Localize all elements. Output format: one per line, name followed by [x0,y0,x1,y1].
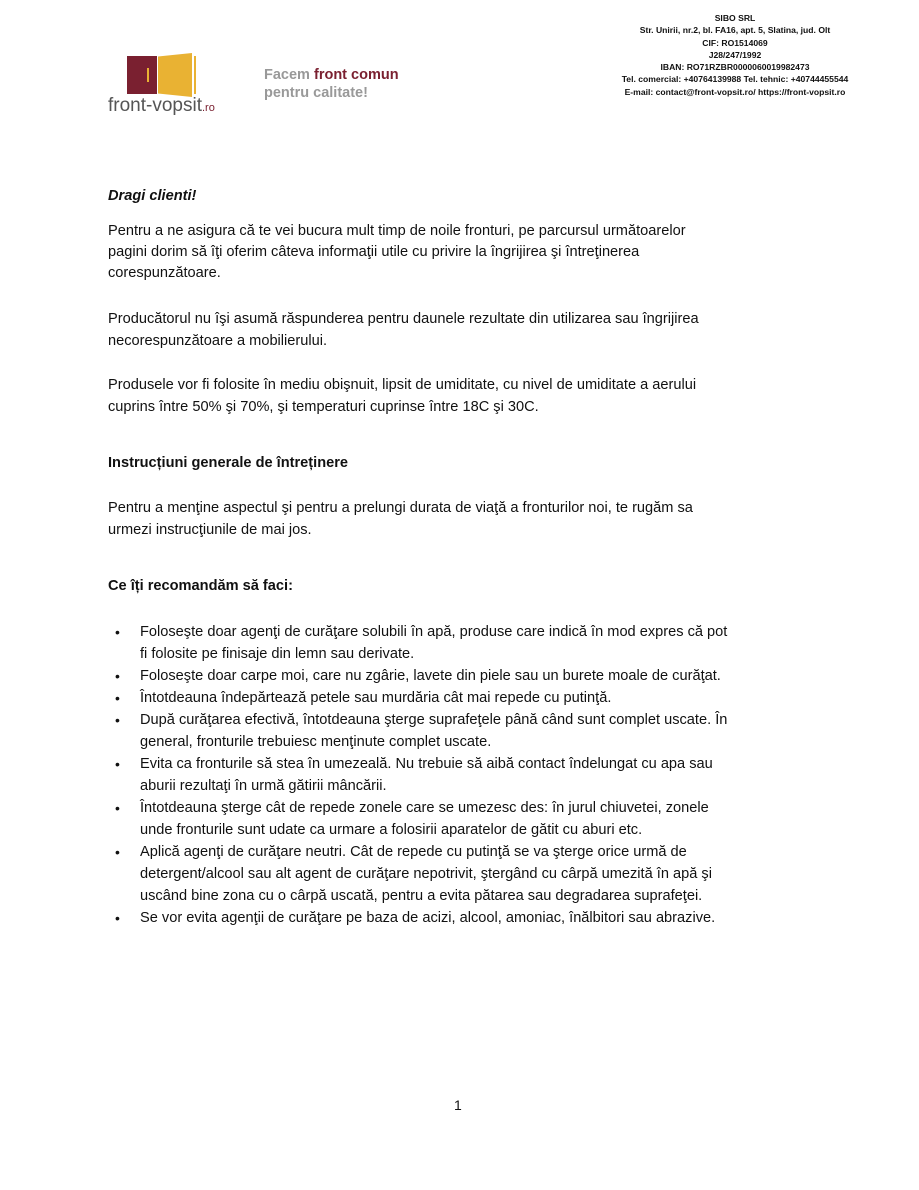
list-item-line: aburii rezultaţi în urmă gătirii mâncării. [140,778,387,794]
list-item-line: Se vor evita agenţii de curăţare pe baza de acizi, alcool, amoniac, înălbitori sau abrazive. [140,910,716,926]
section-heading: Instrucțiuni generale de întreținere [108,455,349,471]
company-info-line: IBAN: RO71RZBR0000060019982473 [660,62,810,73]
list-item-line: Întotdeauna şterge cât de repede zonele care se umezesc des: în jurul chiuvetei, zonele [140,800,709,816]
bullet-icon: • [115,712,120,728]
bullet-icon: • [115,624,120,640]
company-info-line: J28/247/1992 [708,49,762,60]
slogan: Facem front comun pentru calitate! [264,67,399,101]
list-item-line: Evita ca fronturile să stea în umezeală. Nu trebuie să aibă contact îndelungat cu apa sau [140,756,713,772]
section-heading: Ce îți recomandăm să faci: [108,578,293,594]
text-line: Producătorul nu îşi asumă răspunderea pentru daunele rezultate din utilizarea sau îngrijirea [108,311,699,327]
list-item-line: uscând bine zona cu o cârpă uscată, pentru a evita pătarea sau degradarea suprafeţei. [140,888,703,904]
list-item-line: Foloseşte doar carpe moi, care nu zgârie, lavete din piele sau un burete moale de curăţat. [140,668,721,684]
company-info-line: Tel. comercial: +40764139988 Tel. tehnic: +40744455544 [621,74,849,85]
list-item-line: Aplică agenţi de curăţare neutri. Cât de repede cu putinţă se va şterge orice urmă de [140,844,687,860]
list-item-line: Foloseşte doar agenţi de curăţare solubili în apă, produse care indică în mod expres că pot [140,624,728,640]
text-line: Pentru a ne asigura că te vei bucura mult timp de noile fronturi, pe parcursul următoarelor [108,223,686,239]
text-line: Pentru a menţine aspectul şi pentru a prelungi durata de viaţă a fronturilor noi, te rugăm sa [108,500,693,516]
list-item-line: fi folosite pe finisaje din lemn sau derivate. [140,646,415,662]
logo-text: front-vopsit.ro [108,95,215,116]
bullet-icon: • [115,844,120,860]
text-line: urmezi instrucţiunile de mai jos. [108,522,312,538]
company-info-line: Str. Unirii, nr.2, bl. FA16, apt. 5, Slatina, jud. Olt [639,25,831,36]
company-info-line: SIBO SRL [714,13,756,23]
logo-door-icon [129,56,157,94]
list-item-line: general, fronturile trebuiesc menţinute complet uscate. [140,734,492,750]
bullet-icon: • [115,690,120,706]
list-item-line: detergent/alcool sau alt agent de curăţare nepotrivit, ştergând cu cârpă umezită în apă şi [140,866,712,882]
text-line: corespunzătoare. [108,265,221,281]
list-item-line: Întotdeauna îndepărtează petele sau murdăria cât mai repede cu putinţă. [140,690,612,706]
bullet-icon: • [115,668,120,684]
greeting: Dragi clienti! [108,188,197,204]
bullet-icon: • [115,910,120,926]
text-line: necorespunzătoare a mobilierului. [108,333,328,349]
company-info [585,12,885,98]
text-line: Produsele vor fi folosite în mediu obişnuit, lipsit de umiditate, cu nivel de umiditate a aerului [108,377,697,393]
text-line: pagini dorim să îţi oferim câteva informaţii utile cu privire la îngrijirea şi întreţinerea [108,244,640,260]
company-info-line: CIF: RO1514069 [702,37,768,48]
bullet-icon: • [115,800,120,816]
list-item-line: După curăţarea efectivă, întotdeauna şterge suprafeţele până când sunt complet uscate. În [140,712,728,728]
page-number: 1 [454,1097,462,1113]
list-item-line: unde fronturile sunt udate ca urmare a folosirii aparatelor de gătit cu aburi etc. [140,822,643,838]
company-info-line: E-mail: contact@front-vopsit.ro/ https://front-vopsit.ro [624,86,846,97]
bullet-icon: • [115,756,120,772]
text-line: cuprins între 50% şi 70%, şi temperaturi cuprinse între 18C şi 30C. [108,399,539,415]
company-logo [108,52,233,120]
